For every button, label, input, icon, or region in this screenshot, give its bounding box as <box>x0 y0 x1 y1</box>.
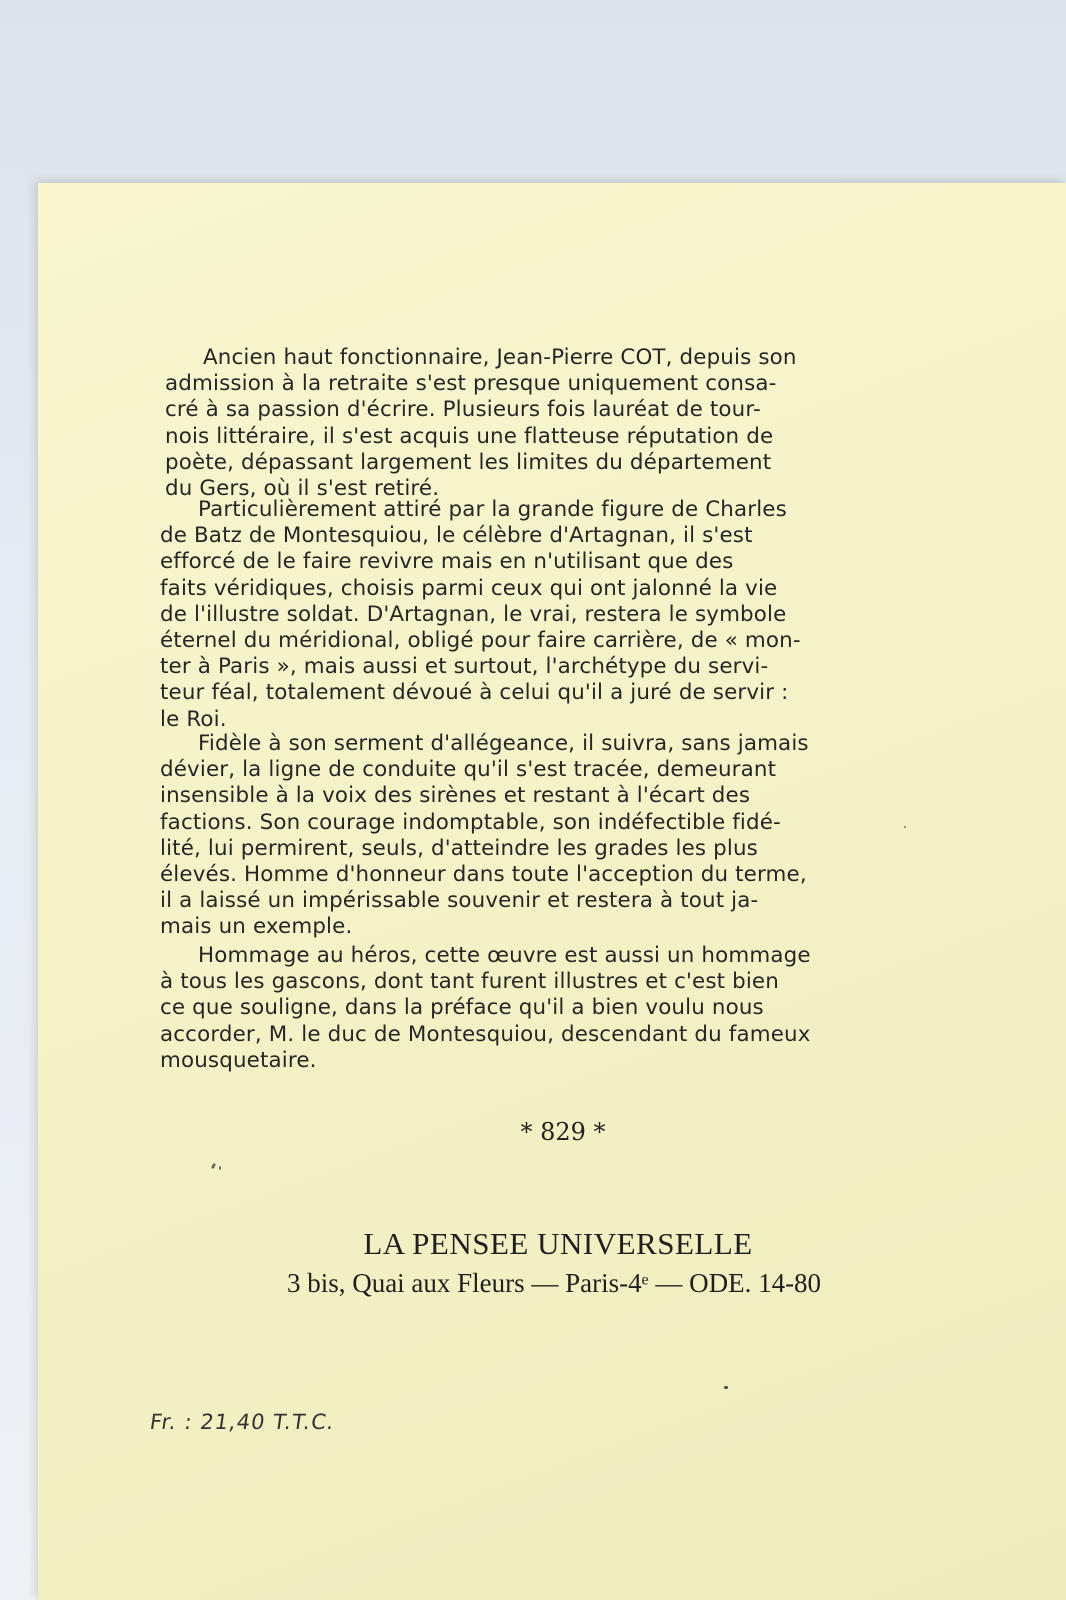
author-bio-paragraph <box>165 345 880 502</box>
serial-number: * 829 * <box>520 1118 606 1146</box>
text-line: à tous les gascons, dont tant furent illustres et c'est bien <box>160 969 779 995</box>
text-line: dévier, la ligne de conduite qu'il s'est tracée, demeurant <box>160 757 777 783</box>
text-line: faits véridiques, choisis parmi ceux qui ont jalonné la vie <box>160 575 778 601</box>
text-line: mousquetaire. <box>160 1047 317 1073</box>
text-line: éternel du méridional, obligé pour faire carrière, de « mon- <box>160 628 801 654</box>
text-line: insensible à la voix des sirènes et restant à l'écart des <box>160 783 751 809</box>
text-line: accorder, M. le duc de Montesquiou, descendant du fameux <box>160 1021 811 1047</box>
text-line: teur féal, totalement dévoué à celui qu'il a juré de servir : <box>160 680 789 706</box>
text-line: cré à sa passion d'écrire. Plusieurs fois lauréat de tour- <box>165 397 761 423</box>
text-line: il a laissé un impérissable souvenir et restera à tout ja- <box>160 888 759 914</box>
text-line: poète, dépassant largement les limites du département <box>165 449 772 475</box>
text-line: lité, lui permirent, seuls, d'atteindre les grades les plus <box>160 835 758 861</box>
loyalty-paragraph <box>160 731 882 941</box>
text-line: Fidèle à son serment d'allégeance, il suivra, sans jamais <box>198 731 809 756</box>
text-line: nois littéraire, il s'est acquis une flatteuse réputation de <box>165 423 774 449</box>
paper-speck <box>724 1386 728 1389</box>
text-line: Particulièrement attiré par la grande figure de Charles <box>198 497 787 522</box>
text-line: de Batz de Montesquiou, le célèbre d'Artagnan, il s'est <box>160 523 753 549</box>
dartagnan-paragraph <box>160 497 882 733</box>
text-line: admission à la retraite s'est presque uniquement consa- <box>165 371 777 397</box>
text-line: élevés. Homme d'honneur dans toute l'acception du terme, <box>160 862 807 888</box>
publisher-name: LA PENSEE UNIVERSELLE <box>363 1226 753 1261</box>
text-line: du Gers, où il s'est retiré. <box>165 476 440 502</box>
text-line: Ancien haut fonctionnaire, Jean-Pierre COT, depuis son <box>203 345 797 370</box>
price-label: Fr. : 21,40 T.T.C. <box>148 1410 337 1434</box>
text-line: mais un exemple. <box>160 914 353 940</box>
text-line: Hommage au héros, cette œuvre est aussi un hommage <box>198 943 811 968</box>
paper-speck <box>219 1166 221 1170</box>
text-line: efforcé de le faire revivre mais en n'utilisant que des <box>160 549 734 575</box>
publisher-address: 3 bis, Quai aux Fleurs — Paris-4ᵉ — ODE. 14-80 <box>286 1268 822 1298</box>
paper-speck <box>904 826 906 828</box>
text-line: de l'illustre soldat. D'Artagnan, le vrai, restera le symbole <box>160 601 787 627</box>
text-line: ce que souligne, dans la préface qu'il a bien voulu nous <box>160 995 764 1021</box>
text-line: le Roi. <box>160 706 227 732</box>
tribute-paragraph <box>160 943 882 1074</box>
text-line: factions. Son courage indomptable, son indéfectible fidé- <box>160 809 781 835</box>
text-line: ter à Paris », mais aussi et surtout, l'archétype du servi- <box>160 654 769 680</box>
